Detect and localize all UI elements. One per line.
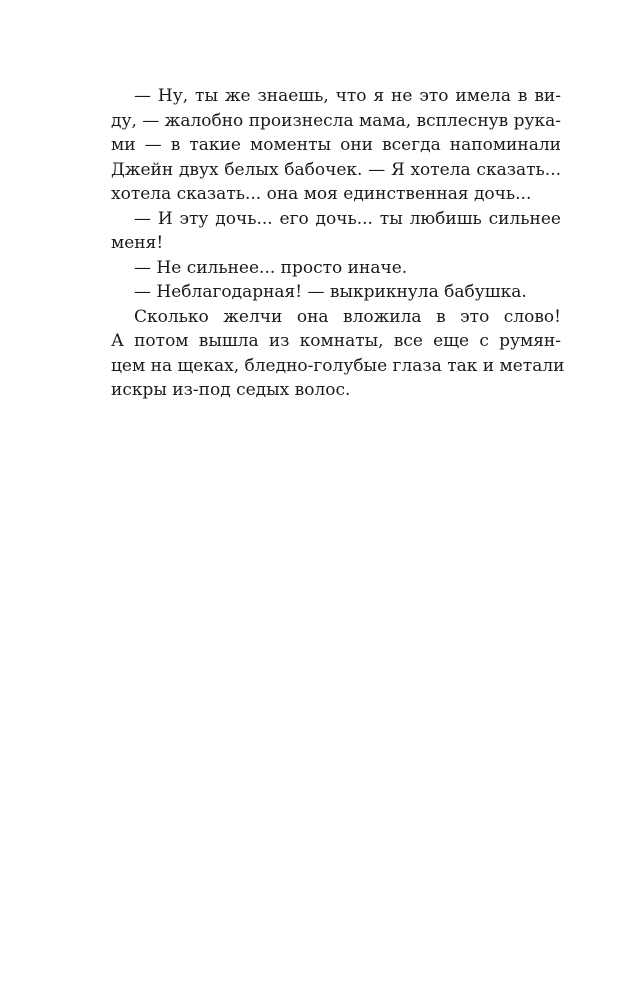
text-line: Джейн двух белых бабочек. — Я хотела сказать... [111,159,561,180]
text-line: Сколько желчи она вложила в это слово! [134,306,561,327]
text-line: А потом вышла из комнаты, все еще с румян- [111,331,561,351]
text-line: искры из-под седых волос. [111,380,351,400]
text-line: меня! [111,233,164,253]
text-line: цем на щеках, бледно-голубые глаза так и метали [111,355,565,376]
text-line: — И эту дочь... его дочь... ты любишь сильнее [134,208,561,229]
text-line: ду, — жалобно произнесла мама, всплеснув рука- [111,110,562,131]
text-line: хотела сказать... она моя единственная дочь... [111,184,532,204]
text-line: — Неблагодарная! — выкрикнула бабушка. [134,282,527,302]
text-line: — Не сильнее... просто иначе. [134,257,408,278]
text-line: ми — в такие моменты они всегда напоминали [111,135,561,155]
text-line: — Ну, ты же знаешь, что я не это имела в ви- [134,86,561,106]
body-text [111,84,565,403]
